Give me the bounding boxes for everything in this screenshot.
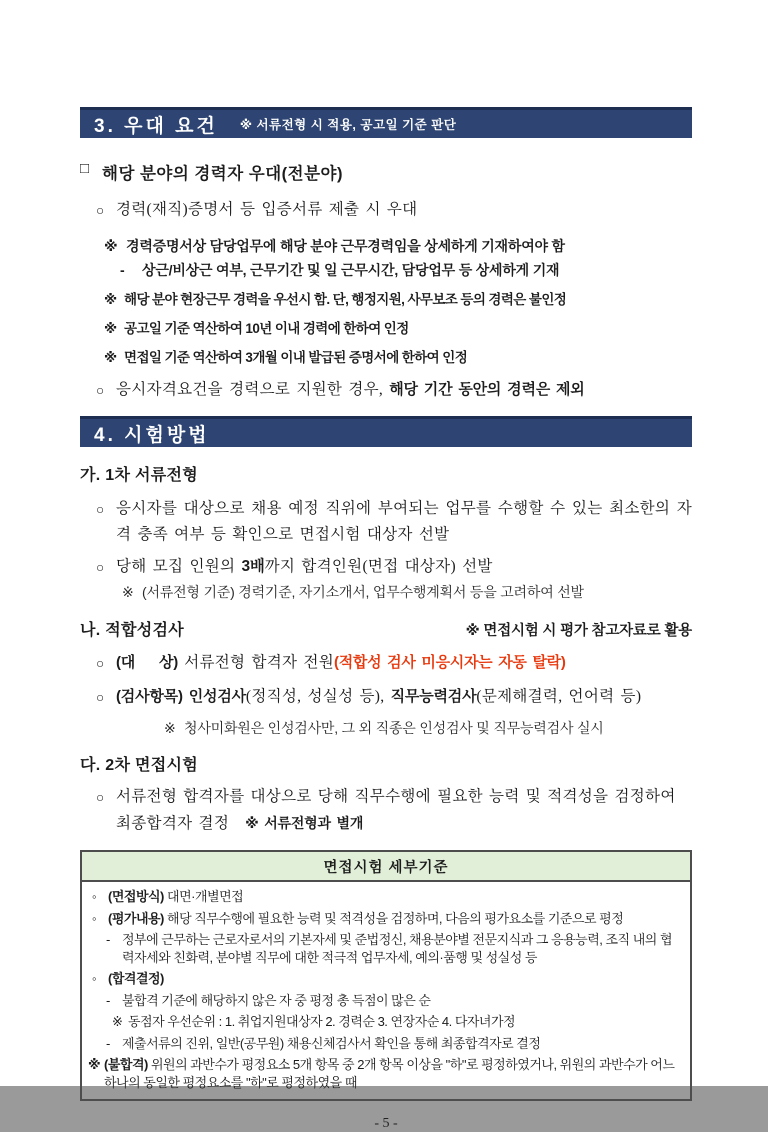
table-row bbox=[88, 992, 682, 1010]
table-row bbox=[88, 931, 682, 966]
note-b bbox=[80, 717, 692, 739]
note-3-months bbox=[80, 346, 692, 369]
reference-mark: ※ bbox=[104, 350, 117, 365]
line-b-items bbox=[80, 684, 692, 711]
note-b-text: 청사미화원은 인성검사만, 그 외 직종은 인성검사 및 직무능력검사 실시 bbox=[184, 720, 604, 736]
row-label: (불합격) bbox=[104, 1057, 148, 1072]
a2-post: 까지 합격인원(면접 대상자) 선발 bbox=[264, 558, 493, 575]
reference-mark: ※ bbox=[104, 292, 117, 307]
row-label: (면접방식) bbox=[108, 889, 164, 904]
dash-bullet: - bbox=[106, 1035, 110, 1051]
reference-mark: ※ bbox=[112, 1014, 123, 1029]
section-3-title: 3. 우대 요건 bbox=[94, 115, 218, 137]
line-b-items-text bbox=[116, 684, 692, 710]
circle-bullet: ○ bbox=[96, 690, 105, 705]
preference-heading-text: 해당 분야의 경력자 우대(전분야) bbox=[102, 165, 343, 183]
b-target-red: (적합성 검사 미응시자는 자동 탈락) bbox=[334, 654, 566, 671]
note-a bbox=[80, 581, 692, 603]
subsection-b-heading: 나. 적합성검사 bbox=[80, 622, 185, 639]
line-a2 bbox=[80, 554, 692, 581]
note-career-detail-text: 경력증명서상 담당업무에 해당 분야 근무경력임을 상세하게 기재하여야 함 bbox=[126, 238, 565, 254]
reference-mark: ※ bbox=[88, 1057, 101, 1072]
line-c1 bbox=[80, 784, 692, 837]
line-submit-proof-text: 경력(재직)증명서 등 입증서류 제출 시 우대 bbox=[116, 201, 418, 218]
reference-mark: ※ bbox=[122, 584, 134, 600]
line-a1-text: 응시자를 대상으로 채용 예정 직위에 부여되는 업무를 수행할 수 있는 최소한의 자격 충족 여부 등 확인으로 면접시험 대상자 선발 bbox=[116, 500, 692, 543]
note-career-detail bbox=[80, 234, 692, 258]
section-3-header-bar bbox=[80, 107, 692, 138]
row-text: 동점자 우선순위 : 1. 취업지원대상자 2. 경력순 3. 연장자순 4. 다자녀가정 bbox=[128, 1014, 516, 1029]
b-target-normal: 서류전형 합격자 전원 bbox=[178, 654, 335, 671]
row-text: 정부에 근무하는 근로자로서의 기본자세 및 준법정신, 채용분야별 전문지식과 그 응용능력, 조직 내의 협력자세와 친화력, 분야별 직무에 대한 적극적 업무자세, 예의·품행 및 성실성 등 bbox=[122, 932, 673, 965]
row-text: 불합격 기준에 해당하지 않은 자 중 평정 총 득점이 많은 순 bbox=[122, 992, 431, 1008]
b-items-seg1: (정직성, 성실성 등), bbox=[245, 688, 391, 705]
table-row bbox=[88, 1013, 682, 1031]
page-number: - 5 - bbox=[374, 1116, 398, 1131]
note-10-years-text: 공고일 기준 역산하여 10년 이내 경력에 한하여 인정 bbox=[124, 321, 409, 336]
reference-mark: ※ bbox=[104, 238, 118, 254]
line-a2-text bbox=[116, 554, 692, 580]
small-circle-bullet: ◦ bbox=[92, 910, 97, 926]
criteria-table-body bbox=[82, 882, 690, 1099]
line-exclude-period-text bbox=[116, 377, 692, 403]
subsection-b-note: ※ 면접시험 시 평가 참고자료로 활용 bbox=[465, 623, 692, 639]
dash-bullet: - bbox=[106, 932, 110, 947]
note-a-text: (서류전형 기준) 경력기준, 자기소개서, 업무수행계획서 등을 고려하여 선발 bbox=[142, 584, 584, 600]
circle-bullet: ○ bbox=[96, 502, 105, 517]
row-label: (합격결정) bbox=[108, 971, 164, 986]
b-items-seg1-bold: 인성검사 bbox=[182, 688, 246, 705]
line-c1-text bbox=[116, 784, 692, 837]
b-items-seg2-bold: 직무능력검사 bbox=[390, 688, 477, 705]
square-bullet: □ bbox=[80, 160, 90, 177]
small-circle-bullet: ◦ bbox=[92, 889, 97, 904]
line-b-target-text bbox=[116, 650, 692, 676]
line-exclude-period bbox=[80, 377, 692, 404]
note-3-months-text: 면접일 기준 역산하여 3개월 이내 발급된 증명서에 한하여 인정 bbox=[124, 350, 468, 365]
exclude-normal: 응시자격요건을 경력으로 지원한 경우, bbox=[116, 381, 390, 398]
section-4-header-bar bbox=[80, 416, 692, 447]
a2-bold: 3배 bbox=[241, 558, 265, 575]
subsection-b-heading-row bbox=[80, 617, 692, 640]
row-text: 제출서류의 진위, 일반(공무원) 채용신체검사서 확인을 통해 최종합격자로 결정 bbox=[122, 1035, 541, 1051]
exclude-bold: 해당 기간 동안의 경력은 제외 bbox=[389, 381, 585, 398]
preference-heading bbox=[80, 160, 692, 184]
circle-bullet: ○ bbox=[96, 560, 105, 575]
a2-pre: 당해 모집 인원의 bbox=[116, 558, 242, 575]
sub-career-detail-text: 상근/비상근 여부, 근무기간 및 일 근무시간, 담당업무 등 상세하게 기재 bbox=[142, 262, 560, 278]
circle-bullet: ○ bbox=[96, 656, 105, 671]
row-text: 해당 직무수행에 필요한 능력 및 적격성을 검정하며, 다음의 평가요소를 기준으로 평정 bbox=[167, 910, 624, 926]
b-target-label: (대 상) bbox=[116, 654, 179, 671]
b-items-label: (검사항목) bbox=[116, 688, 183, 705]
subsection-a-heading: 가. 1차 서류전형 bbox=[80, 467, 198, 484]
reference-mark: ※ bbox=[164, 720, 176, 736]
interview-criteria-table bbox=[80, 850, 692, 1101]
table-row bbox=[88, 910, 682, 928]
reference-mark: ※ bbox=[104, 321, 117, 336]
table-row bbox=[88, 1035, 682, 1053]
line-a1 bbox=[80, 496, 692, 548]
sub-career-detail bbox=[80, 258, 692, 282]
criteria-table-header: 면접시험 세부기준 bbox=[82, 852, 690, 882]
table-row bbox=[88, 970, 682, 988]
table-row bbox=[88, 1056, 682, 1091]
table-row bbox=[88, 888, 682, 906]
circle-bullet: ○ bbox=[96, 383, 105, 398]
circle-bullet: ○ bbox=[96, 203, 105, 218]
note-field-work bbox=[80, 288, 692, 311]
subsection-c-heading: 다. 2차 면접시험 bbox=[80, 757, 198, 774]
dash-bullet: - bbox=[106, 992, 110, 1008]
c1-normal: 서류전형 합격자를 대상으로 당해 직무수행에 필요한 능력 및 적격성을 검정하여 최종합격자 결정 bbox=[116, 788, 676, 832]
section-4-title: 4. 시험방법 bbox=[94, 424, 210, 446]
small-circle-bullet: ◦ bbox=[92, 971, 97, 986]
b-items-seg2: (문제해결력, 언어력 등) bbox=[476, 688, 642, 705]
note-field-work-text: 해당 분야 현장근무 경력을 우선시 함. 단, 행정지원, 사무보조 등의 경력은 불인정 bbox=[124, 292, 567, 307]
section-3-note: ※ 서류전형 시 적용, 공고일 기준 판단 bbox=[239, 118, 457, 132]
c1-bold-note: ※ 서류전형과 별개 bbox=[245, 815, 364, 831]
row-text: 대면·개별면접 bbox=[167, 889, 244, 904]
line-submit-proof bbox=[80, 197, 692, 224]
row-text: 위원의 과반수가 평정요소 5개 항목 중 2개 항목 이상을 "하"로 평정하였거나, 위원의 과반수가 어느 하나의 동일한 평정요소를 "하"로 평정하였을 때 bbox=[104, 1057, 675, 1090]
note-10-years bbox=[80, 317, 692, 340]
circle-bullet: ○ bbox=[96, 790, 105, 805]
dash-bullet: - bbox=[120, 262, 125, 278]
row-label: (평가내용) bbox=[108, 910, 164, 926]
line-b-target bbox=[80, 650, 692, 677]
